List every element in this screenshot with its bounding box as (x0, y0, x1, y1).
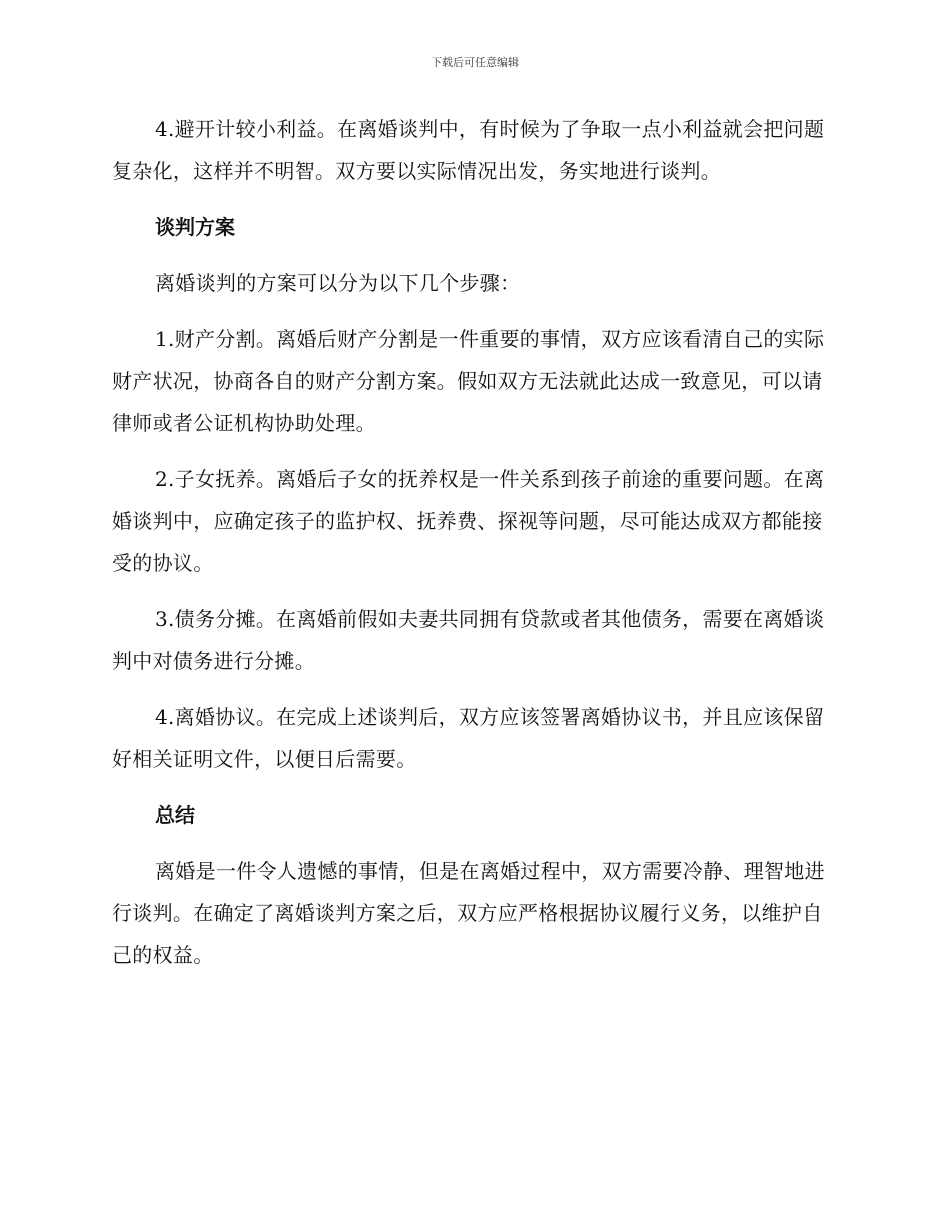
page-header: 下载后可任意编辑 (431, 56, 519, 69)
paragraph-avoid-small-interests: 4.避开计较小利益。在离婚谈判中，有时候为了争取一点小利益就会把问题复杂化，这样并不明智。双方要以实际情况出发，务实地进行谈判。 (112, 117, 825, 183)
section-heading-summary: 总结 (155, 803, 195, 827)
section-heading-negotiation-plan: 谈判方案 (155, 215, 235, 239)
paragraph-child-custody: 2.子女抚养。离婚后子女的抚养权是一件关系到孩子前途的重要问题。在离婚谈判中，应确定孩子的监护权、抚养费、探视等问题，尽可能达成双方都能接受的协议。 (112, 467, 825, 575)
paragraph-plan-intro: 离婚谈判的方案可以分为以下几个步骤： (155, 271, 521, 295)
paragraph-divorce-agreement: 4.离婚协议。在完成上述谈判后，双方应该签署离婚协议书，并且应该保留好相关证明文件，以便日后需要。 (112, 705, 825, 771)
document-body (112, 108, 832, 990)
paragraph-debt-allocation: 3.债务分摊。在离婚前假如夫妻共同拥有贷款或者其他债务，需要在离婚谈判中对债务进行分摊。 (112, 607, 825, 673)
paragraph-summary: 离婚是一件令人遗憾的事情，但是在离婚过程中，双方需要冷静、理智地进行谈判。在确定了离婚谈判方案之后，双方应严格根据协议履行义务，以维护自己的权益。 (112, 859, 825, 967)
paragraph-property-division: 1.财产分割。离婚后财产分割是一件重要的事情，双方应该看清自己的实际财产状况，协商各自的财产分割方案。假如双方无法就此达成一致意见，可以请律师或者公证机构协助处理。 (112, 327, 825, 435)
